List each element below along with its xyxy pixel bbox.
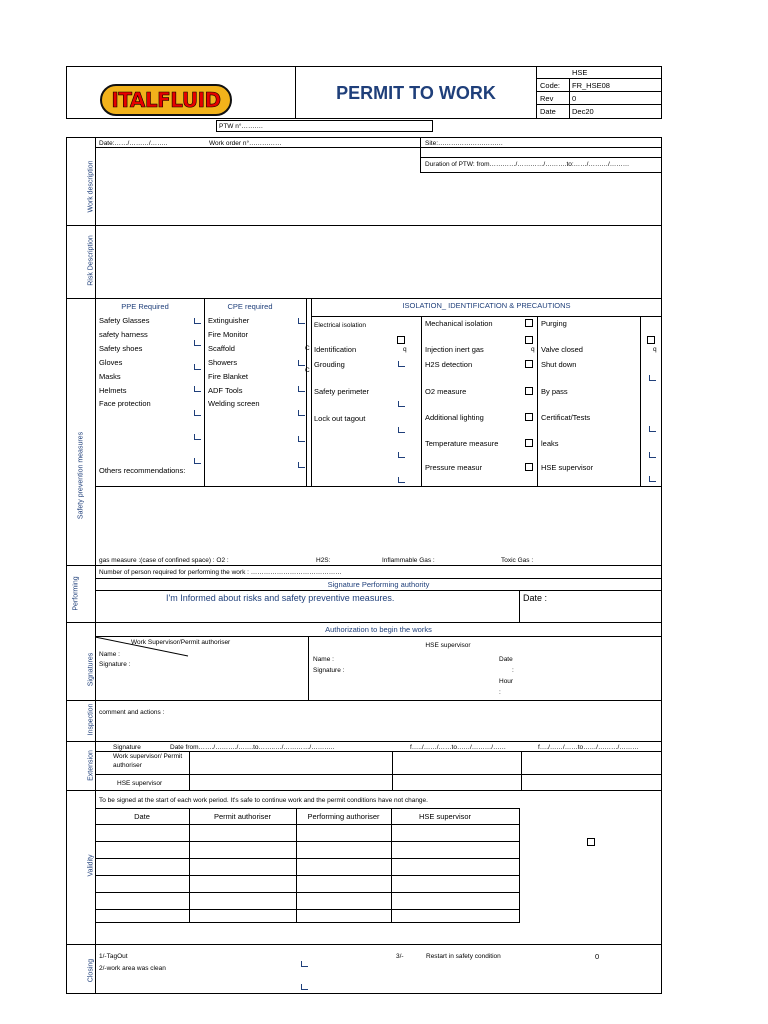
sign-hour-label: Hour	[499, 678, 514, 685]
cpe-checkbox[interactable]	[298, 410, 305, 416]
stray-mark: q	[403, 346, 407, 353]
ppe-checkbox[interactable]	[194, 386, 201, 392]
section-rule	[66, 741, 662, 742]
header-divider	[536, 66, 537, 119]
section-rule	[66, 225, 662, 226]
ppe-checkbox[interactable]	[194, 364, 201, 370]
rule	[95, 565, 662, 566]
site-field[interactable]: Site:…………………………	[425, 140, 504, 147]
rule	[537, 316, 538, 486]
validity-col-header: Date	[134, 812, 150, 821]
closing-value: 0	[595, 952, 600, 961]
cpe-item: Fire Blanket	[208, 372, 249, 381]
ppe-item: Gloves	[99, 358, 123, 367]
isolation-item: Purging	[541, 319, 567, 328]
rule	[420, 137, 421, 172]
colon-mark: :	[512, 667, 514, 674]
isolation-checkbox[interactable]	[525, 319, 533, 327]
isolation-item: Valve closed	[541, 345, 583, 354]
validity-table	[95, 808, 520, 922]
side-label-inspection: Inspection	[87, 703, 95, 736]
section-rule	[66, 298, 662, 299]
isolation-checkbox[interactable]	[525, 336, 533, 344]
isolation-item: Mechanical isolation	[425, 319, 493, 328]
closing-item: 1/-TagOut	[99, 953, 128, 960]
cpe-item: ADF Tools	[208, 386, 243, 395]
validity-checkbox[interactable]	[587, 838, 595, 846]
logo-text: ITALFLUID	[111, 88, 221, 112]
flammable-gas-field[interactable]: Inflammable Gas :	[382, 557, 435, 564]
closing-checkbox[interactable]	[301, 961, 308, 967]
inspection-comment-field[interactable]: comment and actions :	[99, 709, 165, 716]
side-label-performing: Performing	[72, 576, 80, 611]
isolation-checkbox[interactable]	[398, 427, 405, 433]
rule	[204, 298, 205, 486]
gas-measure-field[interactable]: gas measure :(case of confined space) : O2 :	[99, 557, 229, 564]
isolation-checkbox[interactable]	[525, 413, 533, 421]
ppe-item: Masks	[99, 372, 121, 381]
isolation-item: Identification	[314, 345, 357, 354]
work-supervisor-title: Work Supervisor/Permit authoriser	[131, 639, 231, 646]
performing-date-field[interactable]: Date :	[523, 593, 548, 603]
isolation-checkbox[interactable]	[398, 477, 405, 483]
isolation-checkbox[interactable]	[649, 426, 656, 432]
side-label-signatures: Signatures	[87, 652, 95, 687]
rule	[95, 590, 662, 591]
side-label-work-description: Work description	[87, 160, 95, 213]
ptw-number: PTW n°……….	[219, 123, 263, 130]
ppe-checkbox[interactable]	[194, 318, 201, 324]
ppe-item: Safety Glasses	[99, 316, 150, 325]
ppe-item: Safety shoes	[99, 344, 143, 353]
cpe-item: Welding screen	[208, 399, 260, 408]
isolation-title: ISOLATION_ IDENTIFICATION & PRECAUTIONS	[402, 301, 571, 310]
header-rule	[536, 78, 662, 79]
header-rule	[536, 91, 662, 92]
cpe-title: CPE required	[227, 302, 273, 311]
ppe-item: Face protection	[99, 399, 151, 408]
section-rule	[66, 622, 662, 623]
cpe-item: Showers	[208, 358, 238, 367]
sign-date-label: Date	[499, 656, 513, 663]
section-rule	[66, 790, 662, 791]
authorization-title: Authorization to begin the works	[325, 625, 432, 634]
isolation-item: Additional lighting	[425, 413, 484, 422]
validity-note: To be signed at the start of each work period. It's safe to continue work and the permit conditions have not change.	[99, 797, 428, 804]
isolation-item: Certificat/Tests	[541, 413, 591, 422]
isolation-item: Shut down	[541, 360, 577, 369]
date-value: Dec20	[572, 107, 594, 116]
section-rule	[66, 700, 662, 701]
extension-row-hse: HSE supervisor	[117, 780, 163, 787]
date-label: Date	[540, 107, 556, 116]
rule	[189, 751, 190, 790]
company-logo	[100, 84, 232, 116]
supervisor-name-field[interactable]: Name :	[99, 651, 120, 658]
bottom-rule	[205, 993, 640, 994]
side-label-safety: Safety prevention measures	[77, 431, 85, 520]
closing-checkbox[interactable]	[301, 984, 308, 990]
rule	[311, 298, 312, 486]
work-order-field[interactable]: Work order n°……………	[209, 140, 282, 147]
isolation-checkbox[interactable]	[398, 452, 405, 458]
header-rule	[536, 104, 662, 105]
isolation-checkbox[interactable]	[525, 439, 533, 447]
page-title: PERMIT TO WORK	[336, 83, 496, 103]
others-recommendations: Others recommendations:	[99, 466, 186, 475]
isolation-checkbox[interactable]	[397, 336, 405, 344]
ppe-item: Helmets	[99, 386, 127, 395]
rev-value: 0	[572, 94, 577, 103]
rule	[519, 590, 520, 622]
hse-signature-field[interactable]: Signature :	[313, 667, 345, 674]
isolation-item: O2 measure	[425, 387, 467, 396]
isolation-checkbox[interactable]	[649, 452, 656, 458]
code-label: Code:	[540, 81, 561, 90]
isolation-item: leaks	[541, 439, 559, 448]
closing-item: 2/-work area was clean	[99, 965, 166, 972]
isolation-item: Injection inert gas	[425, 345, 484, 354]
isolation-item: Safety perimeter	[314, 387, 370, 396]
isolation-item: Lock out tagout	[314, 414, 366, 423]
rule	[95, 486, 662, 487]
cpe-checkbox[interactable]	[298, 436, 305, 442]
validity-col-header: Permit authoriser	[213, 812, 272, 821]
ppe-checkbox[interactable]	[194, 458, 201, 464]
work-date-field[interactable]: Date:……/………/……..	[99, 140, 168, 147]
cpe-checkbox[interactable]	[298, 386, 305, 392]
isolation-checkbox[interactable]	[649, 375, 656, 381]
extension-date-range-2[interactable]: f…../……/……to……/………/……	[410, 744, 507, 751]
cpe-checkbox[interactable]	[298, 360, 305, 366]
isolation-item: HSE supervisor	[541, 463, 594, 472]
ppe-checkbox[interactable]	[194, 340, 201, 346]
extension-date-range-3[interactable]: f…./……/……to……/………/………	[538, 744, 639, 751]
rule	[392, 751, 393, 790]
rule	[421, 316, 422, 486]
rule	[95, 578, 662, 579]
side-label-validity: Validity	[87, 854, 95, 877]
isolation-checkbox[interactable]	[649, 476, 656, 482]
rule	[420, 157, 662, 158]
isolation-item: Grouding	[314, 360, 345, 369]
cpe-item: Scaffold	[208, 344, 235, 353]
rule	[306, 298, 307, 486]
dept-label: HSE	[572, 68, 588, 77]
isolation-item: Temperature measure	[425, 439, 499, 448]
stray-mark: C	[305, 367, 310, 374]
ppe-checkbox[interactable]	[194, 410, 201, 416]
closing-item: Restart in safety condition	[426, 953, 501, 960]
toxic-gas-field[interactable]: Toxic Gas :	[501, 557, 534, 564]
hse-supervisor-title: HSE supervisor	[425, 642, 471, 649]
rule	[420, 172, 662, 173]
duration-field[interactable]: Duration of PTW: from…………/…………/……….to:……/………/………	[425, 161, 630, 168]
isolation-item: By pass	[541, 387, 568, 396]
rule	[95, 774, 662, 775]
code-value: FR_HSE08	[572, 81, 610, 90]
stray-mark: q	[653, 346, 657, 353]
side-label-closing: Closing	[87, 958, 95, 983]
extension-row-supervisor: Work supervisor/ Permit authoriser	[113, 753, 183, 769]
colon-mark: :	[499, 689, 501, 696]
validity-col-header: HSE supervisor	[418, 812, 472, 821]
header-divider	[569, 78, 570, 119]
validity-col-header: Performing authoriser	[307, 812, 380, 821]
isolation-item: Pressure measur	[425, 463, 483, 472]
isolation-checkbox[interactable]	[525, 387, 533, 395]
cpe-item: Fire Monitor	[208, 330, 249, 339]
extension-signature-label: Signature	[113, 744, 141, 751]
rule	[95, 147, 662, 148]
isolation-checkbox[interactable]	[647, 336, 655, 344]
isolation-checkbox[interactable]	[398, 361, 405, 367]
ppe-title: PPE Required	[121, 302, 169, 311]
extension-date-range[interactable]: Date from……./………./…….to……..…/…………/………..	[170, 744, 335, 751]
informed-statement: I'm Informed about risks and safety preventive measures.	[166, 593, 395, 603]
isolation-checkbox[interactable]	[398, 401, 405, 407]
cpe-checkbox[interactable]	[298, 462, 305, 468]
cpe-item: Extinguisher	[208, 316, 250, 325]
ppe-checkbox[interactable]	[194, 434, 201, 440]
rule	[311, 316, 662, 317]
h2s-field[interactable]: H2S:	[316, 557, 331, 564]
isolation-item: H2S detection	[425, 360, 473, 369]
person-count-field[interactable]: Number of person required for performing the work : ……………………………………	[99, 569, 342, 576]
side-label-risk: Risk Description	[87, 235, 95, 286]
supervisor-signature-field[interactable]: Signature :	[99, 661, 131, 668]
performing-signature-title: Signature Performing authority	[327, 580, 430, 589]
isolation-checkbox[interactable]	[525, 360, 533, 368]
isolation-checkbox[interactable]	[525, 463, 533, 471]
stray-mark: q	[531, 346, 535, 353]
hse-name-field[interactable]: Name :	[313, 656, 334, 663]
rule	[521, 751, 522, 790]
closing-item-number: 3/-	[396, 953, 404, 960]
ppe-item: safety harness	[99, 330, 148, 339]
rev-label: Rev	[540, 94, 554, 103]
section-rule	[66, 944, 662, 945]
side-label-extension: Extension	[87, 750, 95, 781]
stray-mark: C	[305, 345, 310, 352]
rule	[640, 316, 641, 486]
isolation-item: Electrical isolation	[314, 322, 367, 329]
cpe-checkbox[interactable]	[298, 318, 305, 324]
